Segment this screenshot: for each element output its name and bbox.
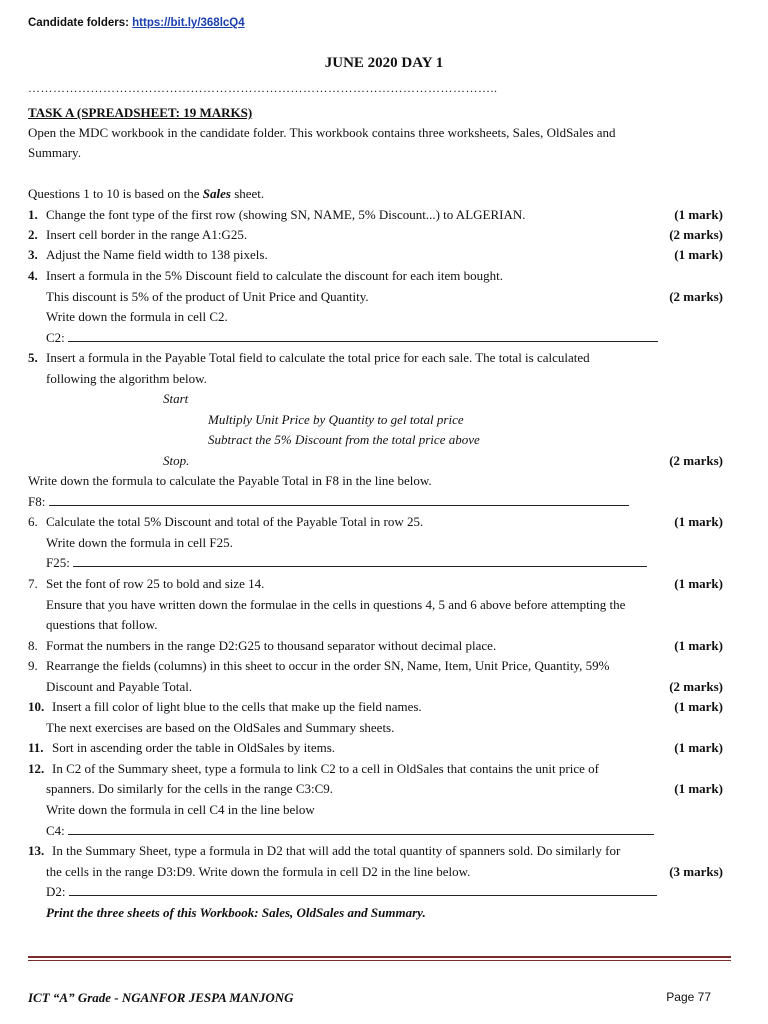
- question-5-line3: Write down the formula to calculate the Payable Total in F8 in the line below.: [28, 473, 432, 488]
- task-intro-line2: Summary.: [28, 145, 81, 160]
- sales-sheet-name: Sales: [202, 186, 231, 201]
- question-1: 1. Change the font type of the first row (showing SN, NAME, 5% Discount...) to ALGERIAN.: [28, 207, 526, 222]
- question-13: 13. In the Summary Sheet, type a formula in D2 that will add the total quantity of spanners sold. Do similarly for: [28, 843, 621, 858]
- question-1-mark: (1 mark): [674, 207, 723, 222]
- algorithm-stop: Stop.: [163, 453, 190, 468]
- question-5: 5. Insert a formula in the Payable Total field to calculate the total price for each sale. The total is calculated: [28, 350, 590, 365]
- question-13-line2: the cells in the range D3:D9. Write down the formula in cell D2 in the line below.: [46, 864, 471, 879]
- candidate-folders-label: Candidate folders:: [28, 17, 133, 29]
- answer-line-f25[interactable]: F25:: [46, 553, 728, 573]
- footer-rule-thick: [28, 956, 731, 958]
- answer-line-d2[interactable]: D2:: [46, 882, 728, 902]
- print-instruction: Print the three sheets of this Workbook: Sales, OldSales and Summary.: [46, 905, 426, 920]
- question-13-mark: (3 marks): [669, 864, 723, 879]
- candidate-folders-line: [28, 17, 245, 29]
- question-12: 12. In C2 of the Summary sheet, type a formula to link C2 to a cell in OldSales that contains the unit price of: [28, 761, 599, 776]
- dotted-separator: …………………………………………………………………………………………………..: [28, 81, 498, 95]
- question-6-mark: (1 mark): [674, 514, 723, 529]
- question-4-line3: Write down the formula in cell C2.: [46, 309, 228, 324]
- answer-line-c2[interactable]: C2:: [46, 328, 728, 348]
- question-7: 7. Set the font of row 25 to bold and size 14.: [28, 576, 265, 591]
- question-9: 9. Rearrange the fields (columns) in this sheet to occur in the order SN, Name, Item, Unit Price, Quantity, 59%: [28, 658, 610, 673]
- question-3-mark: (1 mark): [674, 247, 723, 262]
- question-5-mark: (2 marks): [669, 453, 723, 468]
- question-10-mark: (1 mark): [674, 699, 723, 714]
- question-2: 2. Insert cell border in the range A1:G25.: [28, 227, 248, 242]
- task-title: TASK A (SPREADSHEET: 19 MARKS): [28, 105, 253, 120]
- question-9-mark: (2 marks): [669, 679, 723, 694]
- answer-line-c4[interactable]: C4:: [46, 821, 728, 841]
- question-10: 10. Insert a fill color of light blue to the cells that make up the field names.: [28, 699, 422, 714]
- algorithm-start: Start: [163, 391, 189, 406]
- question-12-line2: spanners. Do similarly for the cells in the range C3:C9.: [46, 781, 334, 796]
- question-4-line2: This discount is 5% of the product of Unit Price and Quantity.: [46, 289, 369, 304]
- question-8: 8. Format the numbers in the range D2:G25 to thousand separator without decimal place.: [28, 638, 497, 653]
- question-7-line2: Ensure that you have written down the formulae in the cells in questions 4, 5 and 6 above before attempting the: [46, 597, 626, 612]
- footer-rule-thin: [28, 960, 731, 961]
- question-4-mark: (2 marks): [669, 289, 723, 304]
- question-12-line3: Write down the formula in cell C4 in the line below: [46, 802, 315, 817]
- answer-line-f8[interactable]: F8:: [28, 492, 728, 512]
- question-4: 4. Insert a formula in the 5% Discount field to calculate the discount for each item bought.: [28, 268, 504, 283]
- footer-author: ICT “A” Grade - NGANFOR JESPA MANJONG: [28, 990, 294, 1005]
- question-2-mark: (2 marks): [669, 227, 723, 242]
- question-6-line2: Write down the formula in cell F25.: [46, 535, 233, 550]
- page-title: JUNE 2020 DAY 1: [324, 55, 444, 71]
- question-11-mark: (1 mark): [674, 740, 723, 755]
- page-number: Page 77: [666, 990, 711, 1004]
- question-7-mark: (1 mark): [674, 576, 723, 591]
- question-11: 11. Sort in ascending order the table in OldSales by items.: [28, 740, 336, 755]
- question-8-mark: (1 mark): [674, 638, 723, 653]
- question-3: 3. Adjust the Name field width to 138 pixels.: [28, 247, 268, 262]
- question-9-line2: Discount and Payable Total.: [46, 679, 193, 694]
- question-12-mark: (1 mark): [674, 781, 723, 796]
- candidate-folders-link[interactable]: https://bit.ly/368lcQ4: [132, 17, 245, 29]
- task-intro-line1: Open the MDC workbook in the candidate folder. This workbook contains three worksheets, Sales, OldSales and: [28, 125, 616, 140]
- questions-based-on: Questions 1 to 10 is based on the Sales sheet.: [28, 186, 265, 201]
- algorithm-step-1: Multiply Unit Price by Quantity to gel total price: [208, 412, 464, 427]
- question-10-line2: The next exercises are based on the OldSales and Summary sheets.: [46, 720, 395, 735]
- algorithm-step-2: Subtract the 5% Discount from the total price above: [208, 432, 480, 447]
- question-7-line3: questions that follow.: [46, 617, 158, 632]
- question-5-line2: following the algorithm below.: [46, 371, 207, 386]
- question-6: 6. Calculate the total 5% Discount and total of the Payable Total in row 25.: [28, 514, 424, 529]
